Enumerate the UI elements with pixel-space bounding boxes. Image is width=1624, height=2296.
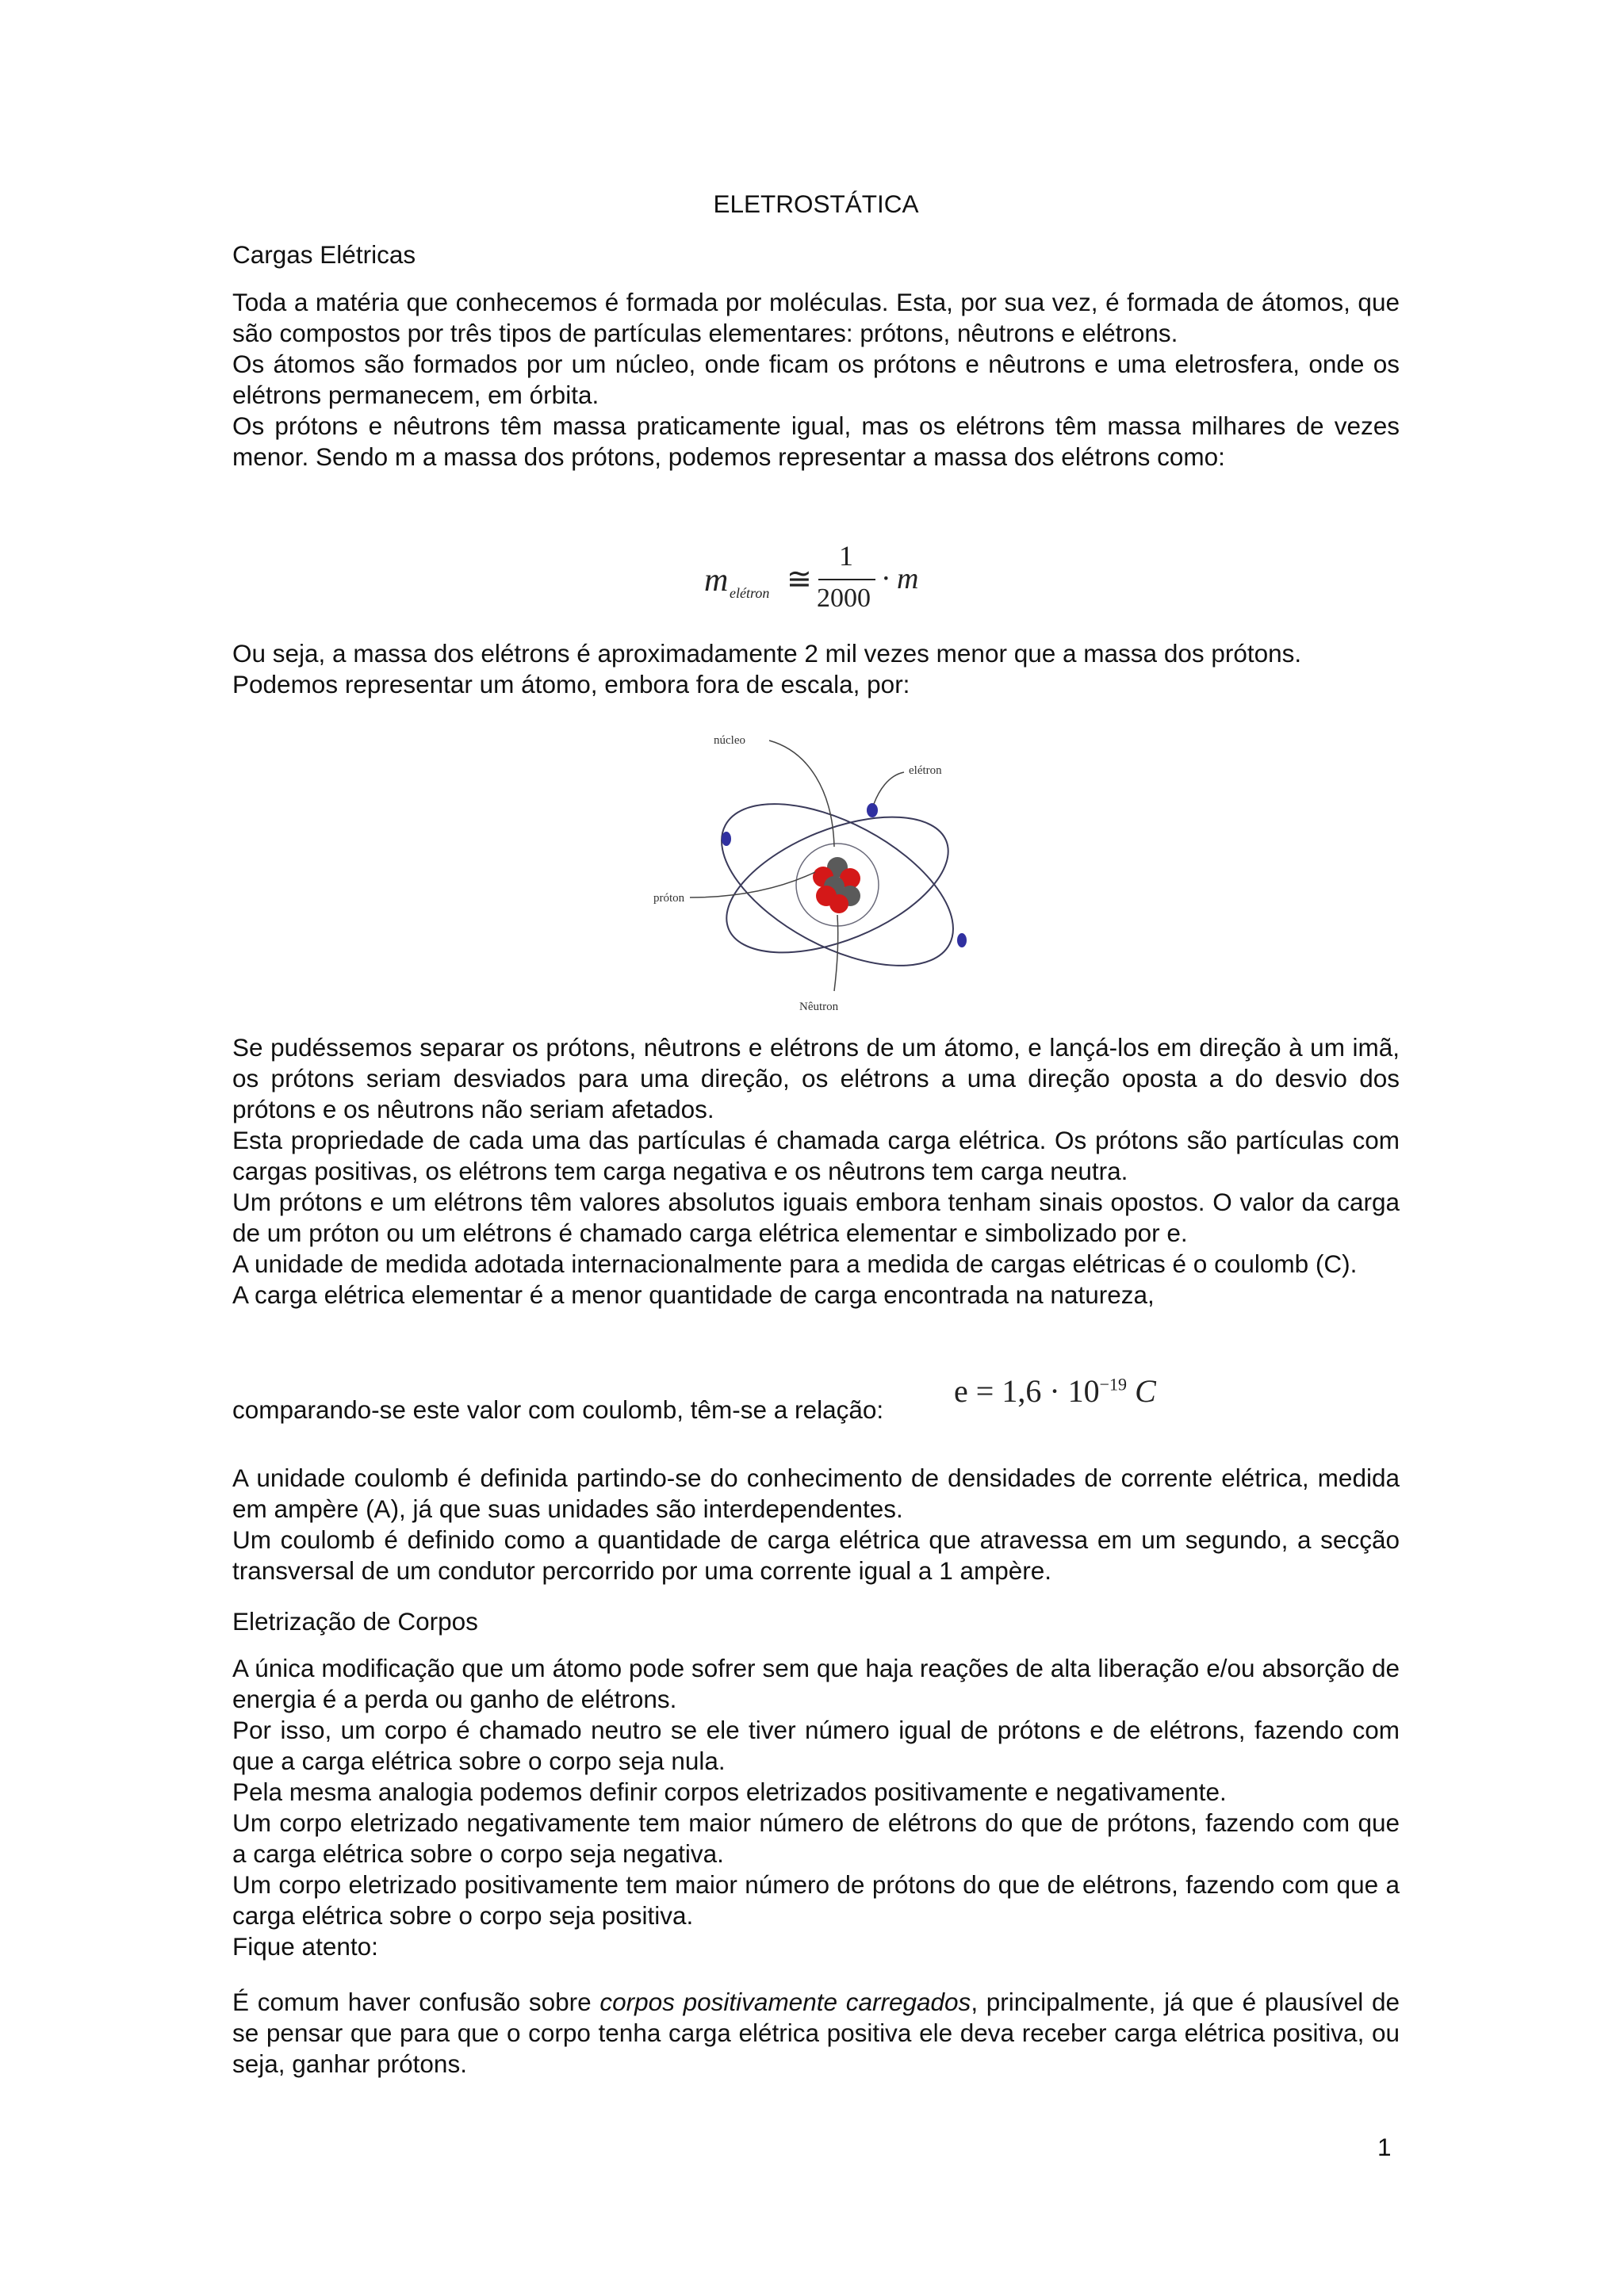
paragraph: Por isso, um corpo é chamado neutro se ele tiver número igual de prótons e de elétrons, fazendo com que a carga elétrica sobre o corpo seja nula. [232, 1716, 1400, 1775]
relation-line [232, 1395, 1400, 1425]
paragraph: Um coulomb é definido como a quantidade de carga elétrica que atravessa em um segundo, a secção transversal de um condutor percorrido por uma corrente igual a 1 ampère. [232, 1525, 1400, 1585]
formula-denominator: 2000 [817, 584, 871, 613]
paragraph-mixed [232, 1987, 1400, 2080]
page-number: 1 [1377, 2133, 1392, 2161]
paragraph: Se pudéssemos separar os prótons, nêutrons e elétrons de um átomo, e lançá-los em direção à um imã, os prótons seriam desviados para uma direção, os elétrons a uma direção oposta a do desvio dos prótons e os nêutrons não seriam afetados. [232, 1033, 1400, 1123]
formula-subscript: elétron [730, 585, 770, 601]
section1-block-a [232, 287, 1400, 473]
heading-text: Eletrização de Corpos [232, 1607, 478, 1636]
italic-run: corpos positivamente carregados [599, 1988, 971, 2016]
formula-e-base: e = 1,6 · 10 [954, 1373, 1100, 1409]
paragraph: A única modificação que um átomo pode sofrer sem que haja reações de alta liberação e/ou absorção de energia é a perda ou ganho de elétrons. [232, 1654, 1400, 1713]
title-text: ELETROSTÁTICA [713, 189, 919, 218]
section1-block-c [232, 1032, 1400, 1311]
formula-lhs: m [704, 562, 729, 599]
fraction-bar [818, 579, 875, 580]
paragraph: comparando-se este valor com coulomb, têm-se a relação: [232, 1395, 884, 1424]
section2-block-a [232, 1653, 1400, 1962]
leader-lines [690, 740, 904, 991]
paragraph: Fique atento: [232, 1932, 378, 1961]
label-electron: elétron [909, 764, 942, 777]
nucleus [813, 857, 860, 913]
paragraph: Pela mesma analogia podemos definir corpos eletrizados positivamente e negativamente. [232, 1777, 1227, 1806]
section2-block-b [232, 1987, 1400, 2080]
formula-e-exponent: −19 [1099, 1374, 1128, 1395]
label-nucleus: núcleo [714, 734, 745, 747]
document-title [232, 189, 1400, 220]
paragraph: Esta propriedade de cada uma das partículas é chamada carga elétrica. Os prótons são partículas com cargas positivas, os elétrons tem carga negativa e os nêutrons tem carga neutra. [232, 1126, 1400, 1185]
paragraph: Os átomos são formados por um núcleo, onde ficam os prótons e nêutrons e uma eletrosfera, onde os elétrons permanecem, em órbita. [232, 350, 1400, 409]
paragraph: Podemos representar um átomo, embora fora de escala, por: [232, 670, 910, 698]
formula-numerator: 1 [839, 540, 853, 572]
paragraph: Um corpo eletrizado positivamente tem maior número de prótons do que de elétrons, fazendo com que a carga elétrica sobre o corpo seja positiva. [232, 1870, 1400, 1930]
atom-diagram [650, 728, 983, 1013]
formula-e-unit: C [1127, 1373, 1156, 1409]
text-run: É comum haver confusão sobre [232, 1988, 600, 2016]
section1-block-d [232, 1463, 1400, 1586]
paragraph: Toda a matéria que conhecemos é formada por moléculas. Esta, por sua vez, é formada de átomos, que são compostos por três tipos de partículas elementares: prótons, nêutrons e elétrons. [232, 288, 1400, 347]
paragraph: A unidade coulomb é definida partindo-se do conhecimento de densidades de corrente elétrica, medida em ampère (A), já que suas unidades são interdependentes. [232, 1464, 1400, 1523]
paragraph: A unidade de medida adotada internacionalmente para a medida de cargas elétricas é o coulomb (C). [232, 1249, 1358, 1278]
label-neutron: Nêutron [799, 1001, 839, 1013]
paragraph: Um prótons e um elétrons têm valores absolutos iguais embora tenham sinais opostos. O valor da carga de um próton ou um elétrons é chamado carga elétrica elementar e simbolizado por e. [232, 1188, 1400, 1247]
section-heading-cargas [232, 239, 1400, 270]
heading-text: Cargas Elétricas [232, 240, 416, 269]
paragraph: A carga elétrica elementar é a menor quantidade de carga encontrada na natureza, [232, 1280, 1155, 1309]
paragraph: Os prótons e nêutrons têm massa praticamente igual, mas os elétrons têm massa milhares de vezes menor. Sendo m a massa dos prótons, podemos representar a massa dos elétrons como: [232, 411, 1400, 471]
section-heading-eletrizacao [232, 1606, 1400, 1637]
section1-block-b [232, 638, 1400, 700]
paragraph: Ou seja, a massa dos elétrons é aproximadamente 2 mil vezes menor que a massa dos prótons. [232, 639, 1302, 668]
paragraph: Um corpo eletrizado negativamente tem maior número de elétrons do que de prótons, fazendo com que a carga elétrica sobre o corpo seja negativa. [232, 1808, 1400, 1868]
label-proton: próton [653, 892, 685, 905]
formula-relation: ≅ [787, 563, 812, 596]
electron-mass-formula [698, 540, 928, 620]
elementary-charge-formula [954, 1372, 1156, 1410]
formula-rhs: · m [882, 562, 919, 595]
text-run: , principalmente, já que é plausível de se pensar que para que o corpo tenha carga elétrica positiva ele deva receber carga elétrica positiva, ou seja, ganhar prótons. [232, 1988, 1400, 2078]
